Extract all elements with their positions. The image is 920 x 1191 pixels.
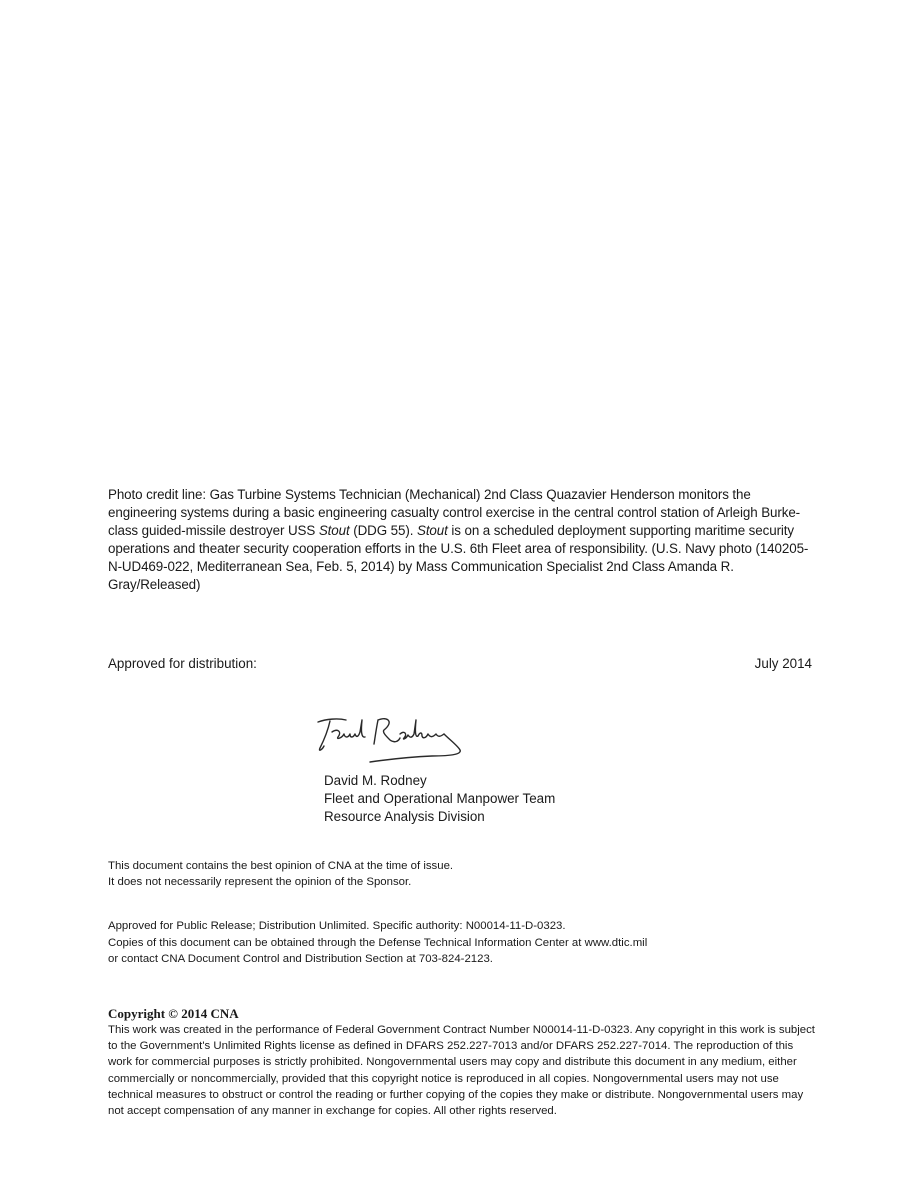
opinion-line: This document contains the best opinion of CNA at the time of issue. xyxy=(108,860,454,872)
copyright-notice xyxy=(108,1006,818,1119)
opinion-line: It does not necessarily represent the opinion of the Sponsor. xyxy=(108,875,412,888)
ship-name: Stout xyxy=(416,523,448,538)
signer-division: Resource Analysis Division xyxy=(324,809,485,824)
signature xyxy=(312,710,492,772)
signer-block xyxy=(324,772,555,826)
photo-credit-text: Photo credit line: Gas Turbine Systems Technician (Mechanical) 2nd Class Quazavier Henderson monitors the engineering systems during a basic engineering casualty control exercise in the central control station of Arleigh Burke-class guided-missile destroyer USS Stout (DDG 55). Stout is on a scheduled deployment supporting maritime security operations and theater security cooperation efforts in the U.S. 6th Fleet area of responsibility. (U.S. Navy photo (140205-N-UD469-022, Mediterranean Sea, Feb. 5, 2014) by Mass Communication Specialist 2nd Class Amanda R. Gray/Released) xyxy=(108,487,809,592)
approval-row xyxy=(108,655,812,673)
photo-credit xyxy=(108,486,816,594)
ship-name: Stout xyxy=(318,523,350,538)
release-line: Copies of this document can be obtained through the Defense Technical Information Center at www.dtic.mil xyxy=(108,936,648,949)
approval-date: July 2014 xyxy=(754,656,812,671)
opinion-notice xyxy=(108,859,816,890)
copyright-body: This work was created in the performance of Federal Government Contract Number N00014-11-D-0323. Any copyright in this work is subject to the Government's Unlimited Rights license as defined in DFARS 252.227-7013 and/or DFARS 252.227-7014. The reproduction of this work for commercial purposes is strictly prohibited. Nongovernmental users may copy and distribute this document in any medium, either commercially or noncommercially, provided that this copyright notice is reproduced in all copies. Nongovernmental users may not use technical measures to obstruct or control the reading or further copying of the copies they make or distribute. Nongovernmental users may not accept compensation of any manner in exchange for copies. All other rights reserved. xyxy=(108,1024,815,1118)
release-line: or contact CNA Document Control and Distribution Section at 703-824-2123. xyxy=(108,953,493,965)
release-notice xyxy=(108,918,816,968)
signer-name: David M. Rodney xyxy=(324,773,427,788)
signer-team: Fleet and Operational Manpower Team xyxy=(324,791,556,806)
copyright-heading: Copyright © 2014 CNA xyxy=(108,1006,239,1021)
approval-label: Approved for distribution: xyxy=(108,656,257,671)
release-line: Approved for Public Release; Distribution Unlimited. Specific authority: N00014-11-D-0323. xyxy=(108,920,566,932)
